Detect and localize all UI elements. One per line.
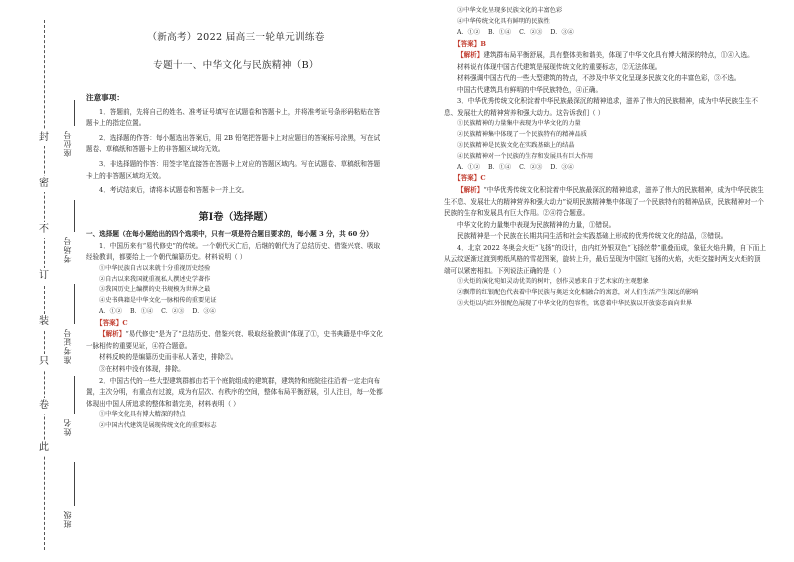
seal-char: 不 <box>36 222 52 238</box>
analysis-tag: 【解析】 <box>457 186 484 194</box>
class-label: 班级 <box>63 510 72 528</box>
analysis-tag: 【解析】 <box>457 51 484 60</box>
seal-char: 此 <box>36 440 52 456</box>
analysis-tag: 【解析】 <box>99 330 126 339</box>
question-option: ③火炬以内红外银配色展现了中华文化的包容性，寓意着中华民族以开放姿态面向世界 <box>457 299 693 307</box>
analysis-text: 【解析】建筑群布局平衡舒展，具有整体美和谐美，体现了中华文化具有博大精深的特点，①④入选。 <box>457 51 754 60</box>
seat-number-line <box>74 100 75 126</box>
answer-label: 【答案】C <box>96 318 128 327</box>
analysis-text: ③在材料中没有体现，排除。 <box>99 365 185 373</box>
question-option: ①中华民族自古以来就十分重视历史经验 <box>99 264 211 272</box>
seal-char: 订 <box>36 268 52 284</box>
notice-item: 3．非选择题的作答：用签字笔直接答在答题卡上对应的答题区域内。写在试题卷、草稿纸和答题卡上的非答题区域均无效。 <box>86 159 381 180</box>
question-option: ③中华文化呈现多民族文化的丰富色彩 <box>457 7 563 14</box>
question-option: ②中国古代建筑是展现传统文化的重要标志 <box>99 421 217 429</box>
ticket-number-line <box>74 284 75 324</box>
seal-char: 只 <box>36 354 52 370</box>
analysis-text: 【解析】“中华优秀传统文化积淀着中华民族最深沉的精神追求，滋养了伟大的民族精神，成为中华民族生生不息、发展壮大的精神营养和强大动力”说明民族精神集中体现了一个民族特有的精神品质，民族精神对一个民族的生存和发展具有巨大作用。②④符合题意。 <box>444 186 764 218</box>
seal-char: 密 <box>36 176 52 192</box>
question-option: ②飘带的红银配色代表着中华民族与奥运文化相融合的寓意，对人们生活产生深远的影响 <box>457 289 699 297</box>
answer-choices: A．①② B．①④ C．②③ D．③④ <box>457 28 574 36</box>
question-option: ①火炬的演化宛如灵动优美的树叶，创作灵感来自于艺术家的主观想象 <box>457 278 649 286</box>
answer-label: 【答案】C <box>454 174 486 183</box>
answer-choices: A．①② B．①④ C．②③ D．③④ <box>99 308 216 316</box>
analysis-text: 中国古代建筑具有鲜明的中华民族特色，④正确。 <box>457 85 603 94</box>
question-option: ①民族精神的力量集中表现为中华文化的力量 <box>457 120 581 128</box>
exam-room-line <box>74 200 75 232</box>
question-stem: 2．中国古代的一些大型建筑群都由若干个庭院组成的建筑群，建筑特和庭院往往沿着一定走向布置，主次分明，有重点有过渡，成为有层次、有秩序的空间，整体布局平衡舒展，引人注目，每一处都体现出中国人所追求的整体和谐完美，材料表明（ ） <box>86 376 383 408</box>
question-option: ④民族精神对一个民族的生存和发展具有巨大作用 <box>457 152 594 160</box>
notice-heading: 注意事项： <box>86 92 124 102</box>
ticket-number-label: 准考证号 <box>63 328 72 364</box>
class-line <box>74 462 75 506</box>
question-option: ③民族精神是民族文化在实践基础上的结晶 <box>457 141 575 149</box>
notice-item: 4．考试结束后，请将本试题卷和答题卡一并上交。 <box>99 186 249 195</box>
right-column <box>444 6 766 310</box>
notice-item: 1．答题前，先将自己的姓名、准考证号填写在试题卷和答题卡上，并将准考证号条形码粘贴在答题卡上的指定位置。 <box>86 107 381 128</box>
notice-item: 2．选择题的作答：每小题选出答案后，用 2B 铅笔把答题卡上对应题目的答案标号涂黑，写在试题卷、草稿纸和答题卡上的非答题区域均无效。 <box>86 133 381 154</box>
question-option: ④中华传统文化具有鲜明的民族性 <box>457 17 550 25</box>
question-option: ②民族精神集中体现了一个民族特有的精神品质 <box>457 131 587 139</box>
name-line <box>74 376 75 414</box>
question-stem: 3．中华优秀传统文化积淀着中华民族最深沉的精神追求，滋养了伟大的民族精神，成为中华民族生生不息、发展壮大的精神营养和强大动力。这告诉我们（ ） <box>444 97 758 117</box>
analysis-text: 材料强调中国古代的一些大型建筑的特点，不涉及中华文化呈现多民族文化的丰富色彩，③不选。 <box>457 74 741 83</box>
left-column <box>86 0 386 432</box>
section-instruction: 一、选择题（在每小题给出的四个选项中，只有一项是符合题目要求的，每小题 3 分，共 60 分） <box>86 230 373 239</box>
question-stem: 1．中国历来有“易代修史”的传统。一个朝代灭亡后，后继的朝代为了总结历史、借鉴兴衰、吸取经验教训，都要给上一个朝代编纂历史。材料说明（ ） <box>86 241 381 262</box>
answer-label: 【答案】B <box>454 39 486 48</box>
name-label: 姓名 <box>63 418 72 436</box>
analysis-text: 民族精神是一个民族在长期共同生活和社会实践基础上形成的优秀传统文化的结晶，③错误。 <box>457 232 728 241</box>
seat-number-label: 座位号 <box>63 130 72 157</box>
question-option: ③我国历史上编撰的史书规模为世界之最 <box>99 286 211 294</box>
analysis-text: 材料说有体现中国古代建筑是展现传统文化的重要标志，②无法体现。 <box>457 62 662 71</box>
question-option: ①中华文化具有博大精深的特点 <box>99 411 186 419</box>
binding-margin <box>0 0 82 562</box>
seal-char: 装 <box>36 314 52 330</box>
seal-char: 卷 <box>36 398 52 414</box>
section-title: 第Ⅰ卷（选择题） <box>198 211 274 223</box>
seal-char: 封 <box>36 130 52 146</box>
seal-dashed-line <box>44 20 45 550</box>
question-option: ④史书典籍是中华文化一脉相传的重要见证 <box>99 297 217 305</box>
exam-subtitle: 专题十一、中华文化与民族精神（B） <box>153 59 319 71</box>
analysis-text: 材料反映的是编纂历史而非私人著史，排除②。 <box>99 353 238 362</box>
question-stem: 4．北京 2022 冬奥会火炬“飞扬”的设计，由内红外银双色“飞扬丝带”重叠而成，象征火焰升腾，自下而上从云纹逐渐过渡到剪纸风格的雪花图案，旋转上升，最后呈现为中国红飞扬的火焰，火炬交接时两支火炬的顶端可以紧密相扣。下列说法正确的是（ ） <box>444 243 766 275</box>
question-option: ②自古以来我国就重视私人撰述史学著作 <box>99 275 211 283</box>
answer-choices: A．①② B．①④ C．②③ D．③④ <box>457 163 574 171</box>
analysis-text: 【解析】“易代修史”是为了“总结历史、借鉴兴衰、吸取经验教训”体现了①，史书典籍是中华文化一脉相传的重要见证，④符合题意。 <box>86 330 383 350</box>
exam-room-label: 考场号 <box>63 236 72 263</box>
exam-title: （新高考）2022 届高三一轮单元训练卷 <box>147 32 325 43</box>
analysis-text: 中华文化的力量集中表现为民族精神的力量，①错误。 <box>457 220 616 229</box>
